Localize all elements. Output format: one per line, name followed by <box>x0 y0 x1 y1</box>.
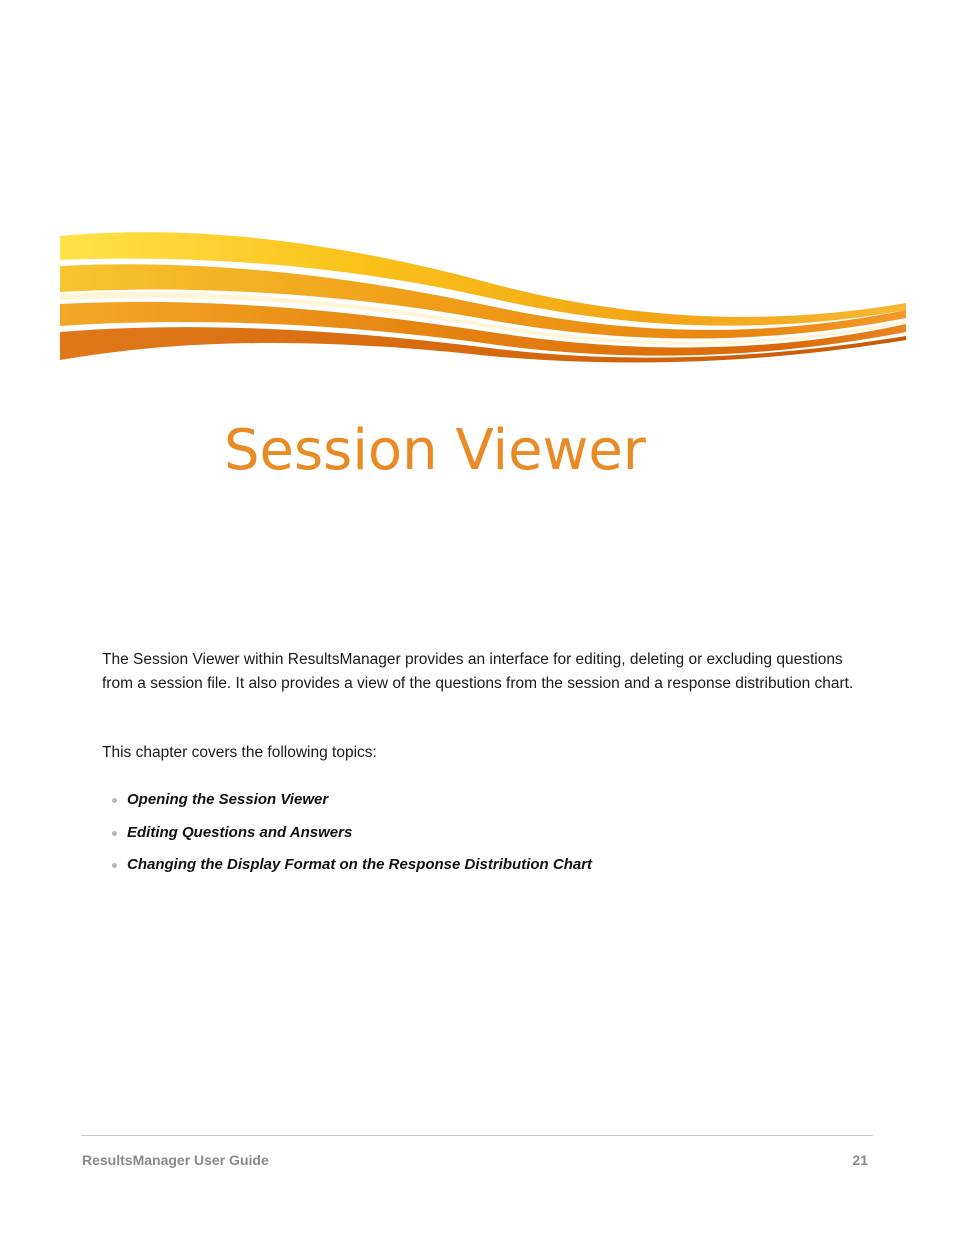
topic-link-opening-session-viewer[interactable]: Opening the Session Viewer <box>127 791 329 808</box>
topic-link-editing-questions[interactable]: Editing Questions and Answers <box>127 823 353 841</box>
bullet-icon <box>112 863 117 868</box>
list-item <box>112 853 592 876</box>
footer-divider <box>81 1135 873 1136</box>
footer-doc-title: ResultsManager User Guide <box>82 1152 269 1168</box>
bullet-icon <box>112 831 117 836</box>
decorative-wave-banner <box>60 228 906 363</box>
bullet-icon <box>112 798 117 803</box>
chapter-title: Session Viewer <box>224 418 646 483</box>
list-item <box>112 788 592 811</box>
topics-list <box>112 788 592 886</box>
page-number: 21 <box>852 1152 868 1168</box>
intro-paragraph: The Session Viewer within ResultsManager provides an interface for editing, deleting or excluding questions from a session file. It also provides a view of the questions from the session and a response distribution chart. <box>102 651 854 692</box>
list-item <box>112 821 592 844</box>
topic-link-changing-display-format[interactable]: Changing the Display Format on the Response Distribution Chart <box>127 856 593 873</box>
topics-lead-text: This chapter covers the following topics: <box>102 744 377 761</box>
